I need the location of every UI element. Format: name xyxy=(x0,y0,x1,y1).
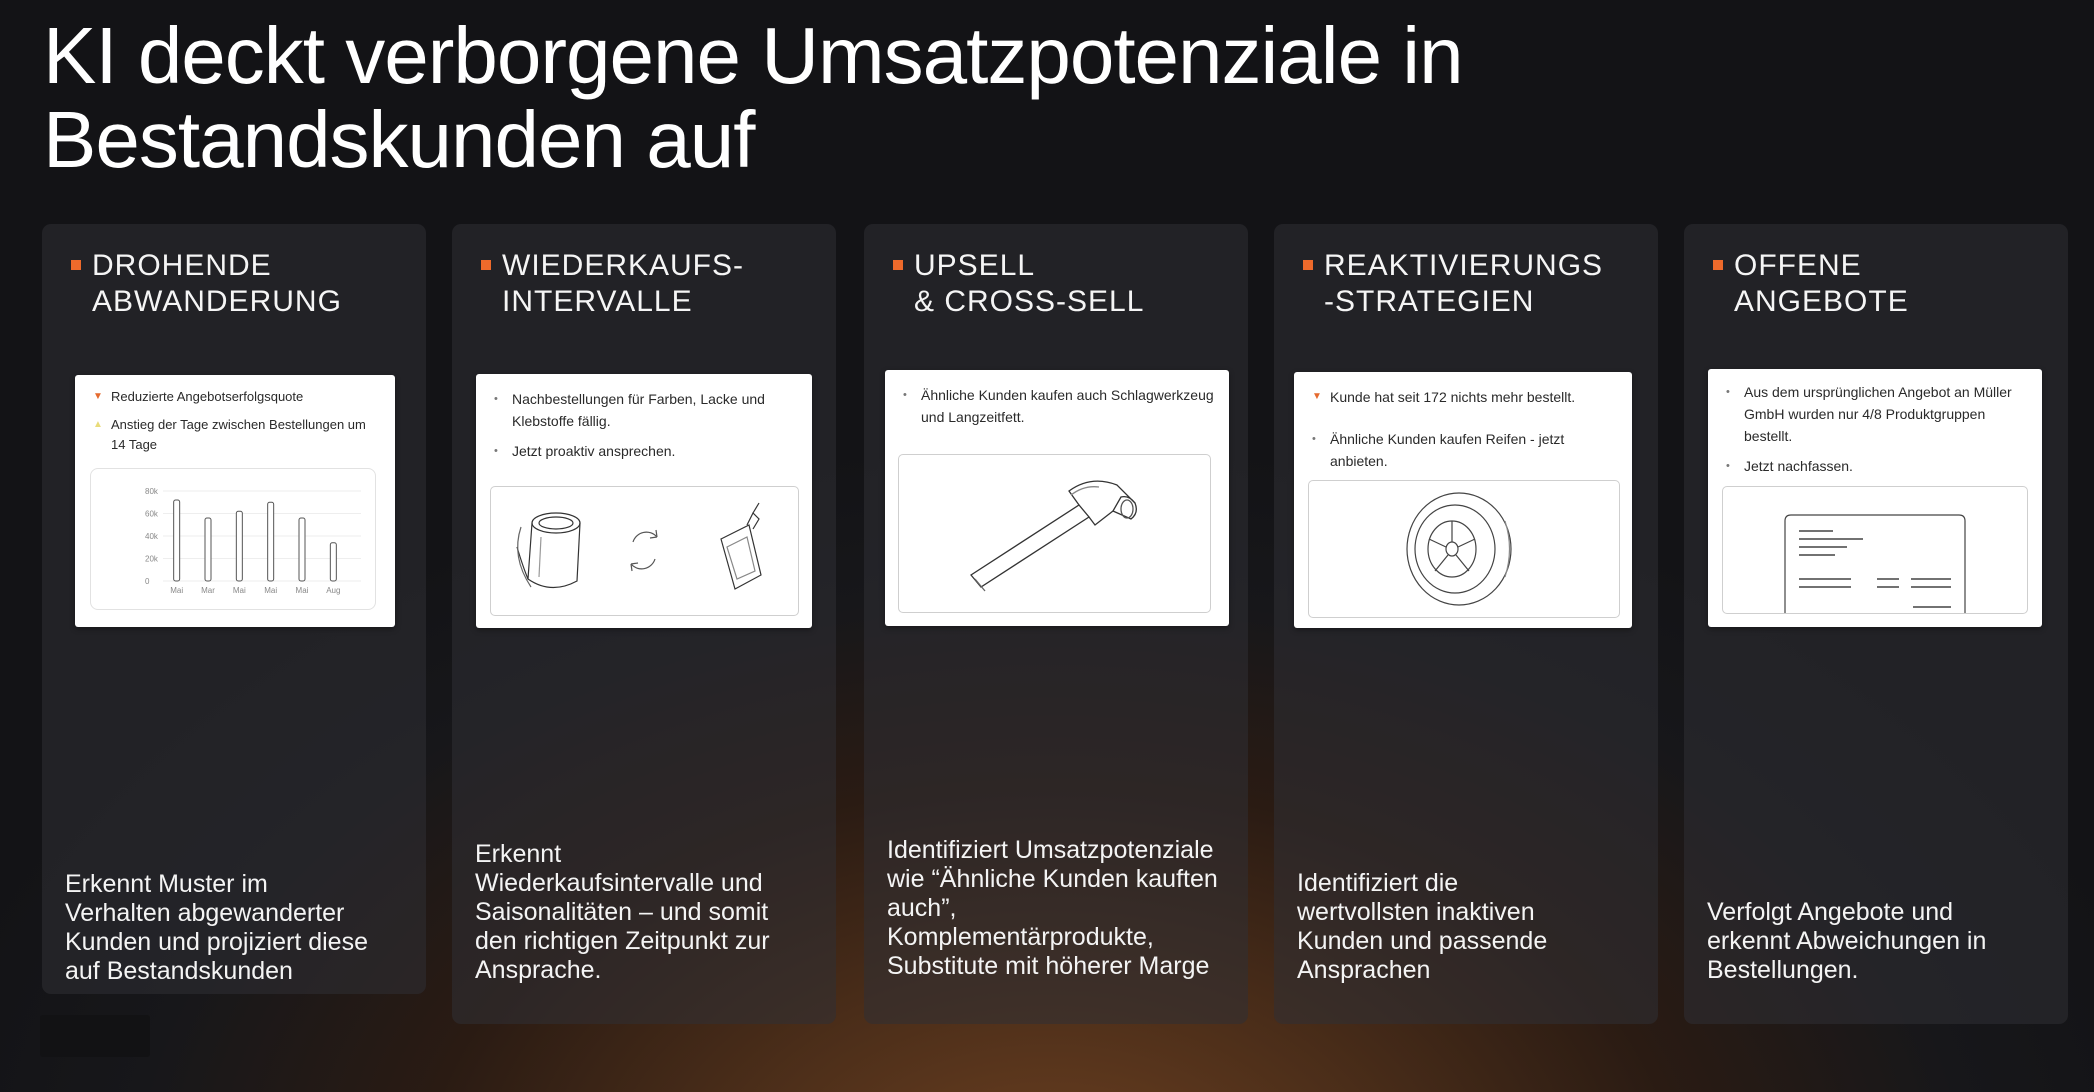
card-description xyxy=(65,870,410,986)
page-title-line-2: Bestandskunden auf xyxy=(43,95,755,184)
accent-square-icon xyxy=(71,260,81,270)
triangle-down-icon: ▼ xyxy=(1312,391,1322,402)
illustration xyxy=(491,487,798,615)
corner-placeholder xyxy=(40,1015,150,1057)
bullet-dot-icon: • xyxy=(1726,460,1730,472)
accent-square-icon xyxy=(1713,260,1723,270)
preview-bullets xyxy=(492,388,798,470)
hammer-icon xyxy=(899,455,1210,612)
desc-line: auf Bestandskunden xyxy=(65,957,293,985)
bar xyxy=(299,518,305,581)
preview-card xyxy=(1708,369,2042,627)
preview-bullets xyxy=(1310,386,1618,480)
preview-bullet-text: Jetzt nachfassen. xyxy=(1744,458,1853,474)
bullet-dot-icon: • xyxy=(494,393,498,405)
preview-bullet xyxy=(1310,428,1618,472)
card-title-line-1: DROHENDE xyxy=(92,249,272,282)
bar xyxy=(236,511,242,581)
y-tick-label: 0 xyxy=(145,577,150,586)
card-title-line-2: ANGEBOTE xyxy=(1734,285,1909,318)
desc-line: auch”, xyxy=(887,894,957,922)
illustration-panel xyxy=(490,486,799,616)
x-tick-label: Mai xyxy=(264,586,278,595)
preview-bullet xyxy=(901,384,1215,428)
desc-line: wie “Ähnliche Kunden kauften xyxy=(887,865,1218,893)
desc-line: Kunden und passende xyxy=(1297,927,1548,955)
desc-line: Wiederkaufsintervalle und xyxy=(475,869,763,897)
refresh-cycle-icon xyxy=(631,530,657,571)
preview-card xyxy=(885,370,1229,626)
y-tick-label: 40k xyxy=(145,532,158,541)
card-title-line-1: UPSELL xyxy=(914,249,1036,282)
preview-bullet xyxy=(91,415,381,455)
card-title-line-2: INTERVALLE xyxy=(502,285,693,318)
x-tick-label: Mai xyxy=(170,586,184,595)
card-header xyxy=(893,248,1228,320)
card-title-line-2: -STRATEGIEN xyxy=(1324,285,1535,318)
desc-line: Ansprache. xyxy=(475,956,602,984)
preview-bullet-text: Kunde hat seit 172 nichts mehr bestellt. xyxy=(1330,389,1576,405)
preview-bullet-text: Anstieg der Tage zwischen Bestellungen um 14 Tage xyxy=(111,417,366,452)
desc-line: Bestellungen. xyxy=(1707,956,1859,984)
desc-line: Identifiziert Umsatzpotenziale xyxy=(887,836,1214,864)
desc-line: Kunden und projiziert diese xyxy=(65,928,368,956)
bar xyxy=(205,518,211,581)
paint-can-icon xyxy=(517,513,580,588)
x-tick-label: Mai xyxy=(295,586,309,595)
accent-square-icon xyxy=(1303,260,1313,270)
preview-bullet-text: Aus dem ursprünglichen Angebot an Müller GmbH wurden nur 4/8 Produktgruppen bestellt. xyxy=(1744,384,2012,444)
bullet-dot-icon: • xyxy=(1312,433,1316,445)
bullet-dot-icon: • xyxy=(1726,386,1730,398)
desc-line: Erkennt Muster im xyxy=(65,870,268,898)
accent-square-icon xyxy=(893,260,903,270)
accent-square-icon xyxy=(481,260,491,270)
bullet-dot-icon: • xyxy=(494,445,498,457)
card-wiederkaufsintervalle xyxy=(452,224,836,1024)
card-title xyxy=(914,248,1144,320)
tire-icon xyxy=(1309,481,1619,617)
desc-line: Saisonalitäten – und somit xyxy=(475,898,769,926)
desc-line: Komplementärprodukte, xyxy=(887,923,1154,951)
glue-bottle-icon xyxy=(721,503,761,589)
card-description xyxy=(1707,898,2052,985)
desc-line: Identifiziert die xyxy=(1297,869,1459,897)
preview-bullets xyxy=(1724,381,2028,485)
preview-bullet xyxy=(1310,386,1618,408)
card-title-line-2: & CROSS-SELL xyxy=(914,285,1145,318)
card-description xyxy=(887,836,1232,981)
bar-chart xyxy=(91,469,375,609)
desc-line: Substitute mit höherer Marge xyxy=(887,952,1210,980)
x-tick-label: Mar xyxy=(201,586,215,595)
card-title xyxy=(1734,248,1909,320)
bar xyxy=(174,500,180,581)
y-tick-label: 60k xyxy=(145,509,158,519)
preview-card xyxy=(1294,372,1632,628)
card-description xyxy=(1297,869,1642,985)
bar xyxy=(268,502,274,581)
desc-line: Verfolgt Angebote und xyxy=(1707,898,1954,926)
card-upsell-cross-sell xyxy=(864,224,1248,1024)
card-title-line-1: OFFENE xyxy=(1734,249,1862,282)
preview-bullet-text: Reduzierte Angebotserfolgsquote xyxy=(111,389,304,404)
card-title-line-1: REAKTIVIERUNGS xyxy=(1324,249,1604,282)
card-reaktivierungsstrategien xyxy=(1274,224,1658,1024)
preview-bullet-text: Nachbestellungen für Farben, Lacke und Klebstoffe fällig. xyxy=(512,391,765,429)
card-title xyxy=(502,248,744,320)
card-title-line-1: WIEDERKAUFS- xyxy=(502,249,745,282)
card-title xyxy=(92,248,342,320)
card-header xyxy=(1713,248,2048,320)
page-title xyxy=(43,11,1463,184)
preview-bullets xyxy=(91,387,381,463)
illustration-panel xyxy=(1722,486,2028,614)
triangle-down-icon: ▼ xyxy=(93,391,103,402)
card-header xyxy=(481,248,816,320)
bar-chart-panel xyxy=(90,468,376,610)
desc-line: Ansprachen xyxy=(1297,956,1431,984)
card-description xyxy=(475,840,820,985)
desc-line: erkennt Abweichungen in xyxy=(1707,927,1987,955)
preview-bullet xyxy=(1724,381,2028,447)
desc-line: wertvollsten inaktiven xyxy=(1297,898,1535,926)
card-title xyxy=(1324,248,1603,320)
preview-bullet xyxy=(492,440,798,462)
illustration-panel xyxy=(898,454,1211,613)
illustration-panel xyxy=(1308,480,1620,618)
preview-bullet-text: Jetzt proaktiv ansprechen. xyxy=(512,443,676,459)
preview-card xyxy=(476,374,812,628)
card-header xyxy=(1303,248,1638,320)
x-tick-label: Mai xyxy=(232,586,246,595)
desc-line: Erkennt xyxy=(475,840,562,868)
bar xyxy=(330,543,336,581)
card-title-line-2: ABWANDERUNG xyxy=(92,285,342,318)
preview-bullet xyxy=(1724,455,2028,477)
document-icon xyxy=(1723,487,2027,613)
card-drohende-abwanderung xyxy=(42,224,426,994)
triangle-up-icon: ▲ xyxy=(93,419,103,430)
preview-bullets xyxy=(901,384,1215,436)
preview-bullet-text: Ähnliche Kunden kaufen auch Schlagwerkzeug und Langzeitfett. xyxy=(921,387,1214,425)
card-header xyxy=(71,248,406,320)
x-tick-label: Aug xyxy=(326,586,341,595)
preview-bullet xyxy=(91,387,381,407)
card-offene-angebote xyxy=(1684,224,2068,1024)
bullet-dot-icon: • xyxy=(903,389,907,401)
y-tick-label: 20k xyxy=(145,554,158,564)
desc-line: Verhalten abgewanderter xyxy=(65,899,345,927)
desc-line: den richtigen Zeitpunkt zur xyxy=(475,927,770,955)
preview-bullet-text: Ähnliche Kunden kaufen Reifen - jetzt anbieten. xyxy=(1330,431,1565,469)
y-tick-label: 80k xyxy=(145,487,158,496)
page-title-line-1: KI deckt verborgene Umsatzpotenziale in xyxy=(43,11,1463,100)
preview-bullet xyxy=(492,388,798,432)
preview-card xyxy=(75,375,395,627)
